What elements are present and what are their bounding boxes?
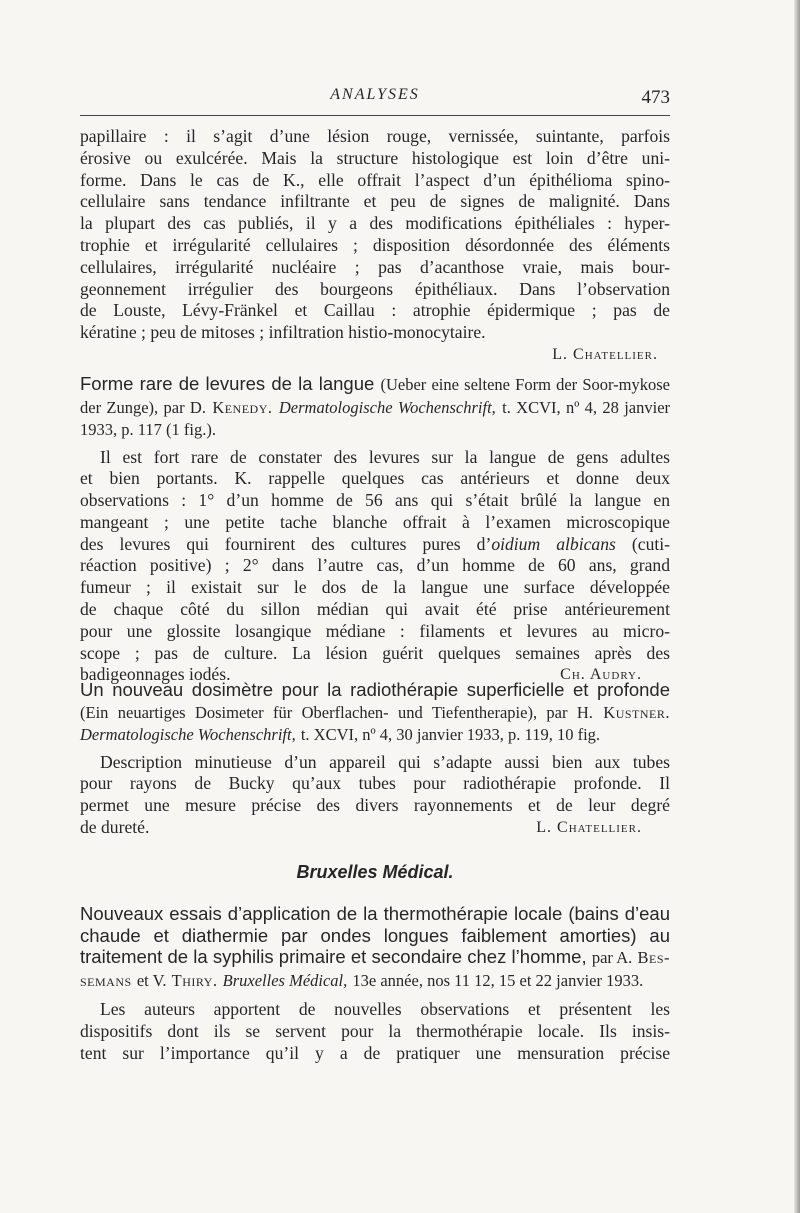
text-line: Les auteurs apportent de nouvelles observations et présentent les (100, 999, 670, 1019)
article-reference: et V. (136, 970, 167, 990)
title-text: Nouveaux essais d’application de la thermothérapie locale (bains d’eau chaude et diathermie par ondes longues faiblement amorties) au traitement de la syphilis primaire et secondaire chez l’homme, (80, 903, 670, 967)
page-number: 473 (641, 87, 670, 108)
text-line: érosive ou exulcérée. Mais la structure histologique est loin d’être uni- (80, 147, 670, 168)
title-text: Forme rare de levures de la langue (80, 373, 375, 394)
text-line: kératine ; peu de mitoses ; infiltration histio-monocytaire. (80, 322, 486, 343)
journal-name: Bruxelles Médical, (222, 970, 348, 990)
text-line: de chaque côté du sillon médian qui avait été prise antérieurement (80, 599, 670, 620)
journal-name: Dermatologische Wochenschrift, (278, 397, 496, 417)
article-title (80, 679, 670, 746)
page-header (80, 86, 670, 110)
signature: L. Chatellier. (536, 818, 642, 836)
text-line: pour une glossite losangique médiane : filaments et levures au micro- (80, 620, 670, 641)
organism-name: oidium albicans (491, 533, 616, 554)
text-line: des levures qui fournirent des cultures pures d’oidium albicans (cuti- (80, 533, 671, 554)
article-title (80, 903, 670, 991)
page-edge-shadow (794, 0, 800, 1213)
text-line: cellulaire sans tendance infiltrante et peu de signes de malignité. Dans (80, 191, 670, 212)
text-line: Il est fort rare de constater des levures sur la langue de gens adultes (100, 446, 670, 467)
author-name: Thiry. (171, 970, 218, 990)
text-line: et bien portants. K. rappelle quelques cas antérieurs et donne deux (80, 468, 670, 489)
author-name: Kenedy. (212, 397, 273, 417)
article-reference: par A. (591, 948, 633, 967)
article-title (80, 373, 670, 441)
author-name: Kustner. (603, 702, 671, 722)
text-line: la plupart des cas publiés, il y a des modifications épithéliales : hyper- (80, 213, 670, 234)
text-line: mangeant ; une petite tache blanche offrait à l’examen microscopique (80, 511, 670, 532)
text-line: trophie et irrégularité cellulaires ; disposition désordonnée des éléments (80, 234, 670, 255)
article-reference: (Ein neuartiges Dosimeter für Oberflachen- und Tiefentherapie), par H. (80, 702, 593, 722)
text-line: fumeur ; il existait sur le dos de la langue une surface développée (80, 577, 670, 598)
article-reference: 13e année, nos 11 12, 15 et 22 janvier 1933. (352, 970, 644, 990)
header-rule (80, 115, 670, 116)
text-line: tent sur l’importance qu’il y a de pratiquer une mensuration précise (80, 1042, 670, 1063)
text-line: papillaire : il s’agit d’une lésion rouge, vernissée, suintante, parfois (80, 126, 670, 146)
article-reference: t. XCVI, nº 4, 28 janvier 1933, p. 117 (1 fig.). (80, 397, 671, 439)
article-thermotherapie (80, 903, 670, 1064)
text-line: de Louste, Lévy-Fränkel et Caillau : atrophie épidermique ; pas de (80, 300, 670, 321)
article-reference: (Ueber eine seltene Form der Soor-mykose der Zunge), par D. (80, 375, 670, 417)
text-line: scope ; pas de culture. La lésion guérit quelques semaines après des (80, 642, 670, 663)
author-name: Bes-semans (80, 948, 671, 990)
text-line: observations : 1° d’un homme de 56 ans qui s’était brûlé la langue en (80, 490, 670, 511)
text-line: réaction positive) ; 2° dans l’autre cas, d’un homme de 60 ans, grand (80, 555, 670, 576)
article-dosimetre (80, 679, 670, 839)
signature: L. Chatellier. (552, 345, 658, 363)
text-line-with-signature: badigeonnages iodés. Ch. Audry. (80, 664, 670, 686)
text-line: permet une mesure précise des divers rayonnements et de leur degré (80, 795, 670, 816)
article-reference: t. XCVI, nº 4, 30 janvier 1933, p. 119, 10 fig. (300, 725, 601, 744)
text-line-with-signature: de dureté. L. Chatellier. (80, 817, 670, 839)
text-line: Description minutieuse d’un appareil qui s’adapte aussi bien aux tubes (100, 751, 670, 772)
text-line: cellulaires, irrégularité nucléaire ; pas d’acanthose vraie, mais bour- (80, 256, 670, 277)
article-continuation (80, 126, 670, 366)
text-line: geonnement irrégulier des bourgeons épithéliaux. Dans l’observation (80, 278, 670, 299)
title-text: Un nouveau dosimètre pour la radiothérapie superficielle et profonde (80, 679, 670, 700)
running-head: ANALYSES (330, 86, 420, 103)
article-forme-rare (80, 373, 670, 686)
section-title: Bruxelles Médical. (296, 862, 454, 882)
text-line: forme. Dans le cas de K., elle offrait l’aspect d’un épithélioma spino- (80, 169, 670, 190)
journal-name: Dermatologische Wochenschrift, (80, 725, 296, 744)
text-line: pour rayons de Bucky qu’aux tubes pour radiothérapie profonde. Il (80, 773, 670, 794)
signature: Ch. Audry. (560, 666, 642, 684)
text-line: dispositifs dont ils se servent pour la thermothérapie locale. Ils insis- (80, 1020, 670, 1041)
